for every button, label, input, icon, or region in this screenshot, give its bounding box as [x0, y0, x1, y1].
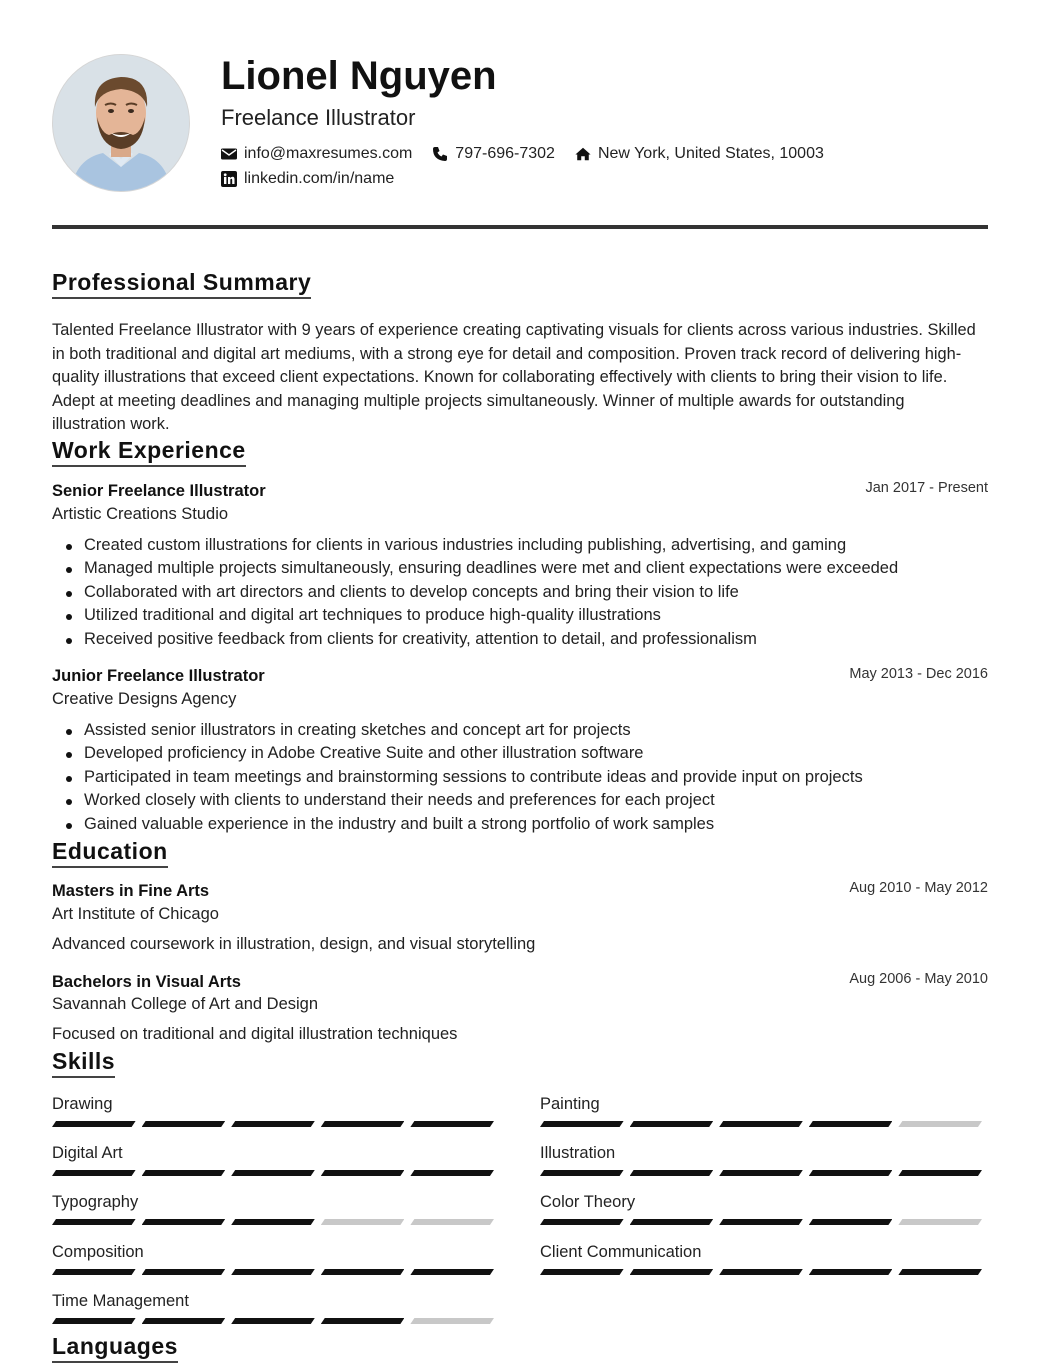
education-description: Focused on traditional and digital illustration techniques — [52, 1025, 458, 1043]
skill-level-segment-filled — [630, 1170, 714, 1176]
skill-level-segment-filled — [52, 1318, 136, 1324]
section-heading-education: Education — [52, 837, 168, 868]
skill-level-segment-filled — [52, 1219, 136, 1225]
skill-item — [52, 1241, 500, 1275]
list-item: Created custom illustrations for clients in various industries including publishing, advertising, and gaming — [84, 534, 994, 557]
skill-level-segment-filled — [410, 1121, 494, 1127]
skill-item — [540, 1191, 988, 1225]
list-item: Gained valuable experience in the industry and built a strong portfolio of work samples — [84, 813, 994, 836]
contact-row-secondary — [221, 170, 414, 188]
job-bullets — [52, 719, 994, 836]
degree-title: Bachelors in Visual Arts — [52, 973, 241, 991]
skill-item — [540, 1142, 988, 1176]
skill-level-segment-filled — [231, 1121, 315, 1127]
linkedin-text: linkedin.com/in/name — [244, 170, 395, 187]
header-divider — [52, 225, 988, 229]
list-item: Participated in team meetings and brainstorming sessions to contribute ideas and provide input on projects — [84, 766, 994, 789]
skill-level-segment-filled — [321, 1318, 405, 1324]
list-item: Received positive feedback from clients for creativity, attention to detail, and professionalism — [84, 628, 994, 651]
degree-title: Masters in Fine Arts — [52, 882, 210, 900]
skill-level-bar — [540, 1170, 988, 1176]
skill-name: Painting — [540, 1095, 600, 1113]
candidate-name: Lionel Nguyen — [221, 54, 497, 98]
skill-name: Time Management — [52, 1292, 189, 1310]
skill-level-segment-filled — [142, 1219, 226, 1225]
skill-name: Digital Art — [52, 1144, 123, 1162]
skill-level-segment-filled — [719, 1269, 803, 1275]
skill-level-segment-filled — [540, 1219, 624, 1225]
education-description: Advanced coursework in illustration, design, and visual storytelling — [52, 935, 536, 953]
avatar — [52, 54, 190, 192]
skill-level-segment-empty — [898, 1219, 982, 1225]
skill-level-segment-filled — [321, 1269, 405, 1275]
skill-item — [540, 1093, 988, 1127]
skill-level-segment-filled — [898, 1170, 982, 1176]
contact-linkedin[interactable] — [221, 170, 394, 188]
skill-item — [52, 1142, 500, 1176]
job-dates: Jan 2017 - Present — [865, 480, 988, 496]
job-title: Junior Freelance Illustrator — [52, 667, 265, 685]
job-title: Senior Freelance Illustrator — [52, 482, 266, 500]
skill-level-segment-filled — [231, 1219, 315, 1225]
skill-level-segment-filled — [540, 1170, 624, 1176]
envelope-icon — [221, 146, 237, 162]
skill-name: Color Theory — [540, 1193, 636, 1211]
location-text: New York, United States, 10003 — [597, 145, 824, 162]
skill-name: Typography — [52, 1193, 139, 1211]
home-icon — [575, 146, 591, 162]
job-company: Creative Designs Agency — [52, 690, 237, 708]
section-heading-experience: Work Experience — [52, 436, 246, 467]
skill-level-bar — [52, 1269, 500, 1275]
job-company: Artistic Creations Studio — [52, 505, 229, 523]
skill-level-segment-filled — [142, 1170, 226, 1176]
skill-level-bar — [540, 1269, 988, 1275]
skill-level-segment-filled — [809, 1121, 893, 1127]
linkedin-icon — [221, 171, 237, 187]
skill-item — [52, 1290, 500, 1324]
skill-level-segment-filled — [231, 1269, 315, 1275]
section-heading-skills: Skills — [52, 1047, 115, 1078]
skill-item — [52, 1093, 500, 1127]
skill-level-bar — [540, 1219, 988, 1225]
school-name: Savannah College of Art and Design — [52, 995, 319, 1013]
education-dates: Aug 2010 - May 2012 — [849, 880, 988, 896]
list-item: Utilized traditional and digital art techniques to produce high-quality illustrations — [84, 604, 994, 627]
skill-level-segment-empty — [898, 1121, 982, 1127]
list-item: Collaborated with art directors and clients to develop concepts and bring their vision to life — [84, 581, 994, 604]
phone-icon — [432, 146, 448, 162]
skill-level-segment-filled — [630, 1121, 714, 1127]
contact-email[interactable] — [221, 145, 412, 163]
skill-level-segment-filled — [410, 1170, 494, 1176]
skill-level-segment-filled — [410, 1269, 494, 1275]
skill-level-segment-filled — [321, 1170, 405, 1176]
contact-phone[interactable] — [432, 145, 555, 163]
skill-level-segment-filled — [52, 1269, 136, 1275]
skill-name: Illustration — [540, 1144, 616, 1162]
contact-location — [575, 145, 824, 163]
skill-level-segment-filled — [898, 1269, 982, 1275]
phone-text: 797-696-7302 — [455, 145, 555, 162]
summary-text: Talented Freelance Illustrator with 9 years of experience creating captivating visuals for clients across various industries. Skilled in both traditional and digital art mediums, with a strong eye for detail and composition. Proven track record of delivering high-quality illustrations that exceed client expectations. Known for collaborating effectively with clients to bring their vision to life. Adept at meeting deadlines and managing multiple projects simultaneously. Winner of multiple awards for outstanding illustration work. — [52, 321, 976, 434]
skill-level-segment-filled — [52, 1170, 136, 1176]
list-item: Managed multiple projects simultaneously, ensuring deadlines were met and client expectations were exceeded — [84, 557, 994, 580]
skill-level-bar — [52, 1121, 500, 1127]
skill-level-segment-filled — [719, 1170, 803, 1176]
school-name: Art Institute of Chicago — [52, 905, 219, 923]
skill-level-segment-filled — [809, 1170, 893, 1176]
skill-level-bar — [52, 1219, 500, 1225]
email-text: info@maxresumes.com — [244, 145, 413, 162]
skill-name: Drawing — [52, 1095, 113, 1113]
skill-level-segment-filled — [142, 1269, 226, 1275]
list-item: Assisted senior illustrators in creating sketches and concept art for projects — [84, 719, 994, 742]
section-heading-languages: Languages — [52, 1332, 178, 1363]
skill-level-segment-filled — [719, 1219, 803, 1225]
skill-level-segment-empty — [410, 1219, 494, 1225]
skill-level-segment-filled — [142, 1121, 226, 1127]
education-dates: Aug 2006 - May 2010 — [849, 971, 988, 987]
candidate-title: Freelance Illustrator — [221, 105, 416, 130]
skill-level-segment-filled — [809, 1269, 893, 1275]
avatar-photo — [53, 55, 189, 191]
contact-row — [221, 145, 844, 163]
job-dates: May 2013 - Dec 2016 — [849, 666, 988, 682]
skill-level-segment-filled — [719, 1121, 803, 1127]
skill-item — [52, 1191, 500, 1225]
skill-name: Client Communication — [540, 1243, 702, 1261]
skill-level-segment-filled — [809, 1219, 893, 1225]
skill-level-segment-filled — [321, 1121, 405, 1127]
list-item: Worked closely with clients to understand their needs and preferences for each project — [84, 789, 994, 812]
skill-name: Composition — [52, 1243, 144, 1261]
skill-level-segment-filled — [630, 1219, 714, 1225]
skill-level-segment-empty — [321, 1219, 405, 1225]
skill-level-segment-filled — [142, 1318, 226, 1324]
section-heading-summary: Professional Summary — [52, 268, 311, 299]
skill-level-segment-filled — [52, 1121, 136, 1127]
skill-level-segment-filled — [540, 1121, 624, 1127]
job-bullets — [52, 534, 994, 651]
skill-level-bar — [52, 1318, 500, 1324]
skill-level-segment-filled — [630, 1269, 714, 1275]
skill-level-segment-filled — [540, 1269, 624, 1275]
list-item: Developed proficiency in Adobe Creative Suite and other illustration software — [84, 742, 994, 765]
skill-level-segment-filled — [231, 1170, 315, 1176]
skill-level-bar — [52, 1170, 500, 1176]
skill-level-segment-filled — [231, 1318, 315, 1324]
skill-level-segment-empty — [410, 1318, 494, 1324]
skill-level-bar — [540, 1121, 988, 1127]
skill-item — [540, 1241, 988, 1275]
